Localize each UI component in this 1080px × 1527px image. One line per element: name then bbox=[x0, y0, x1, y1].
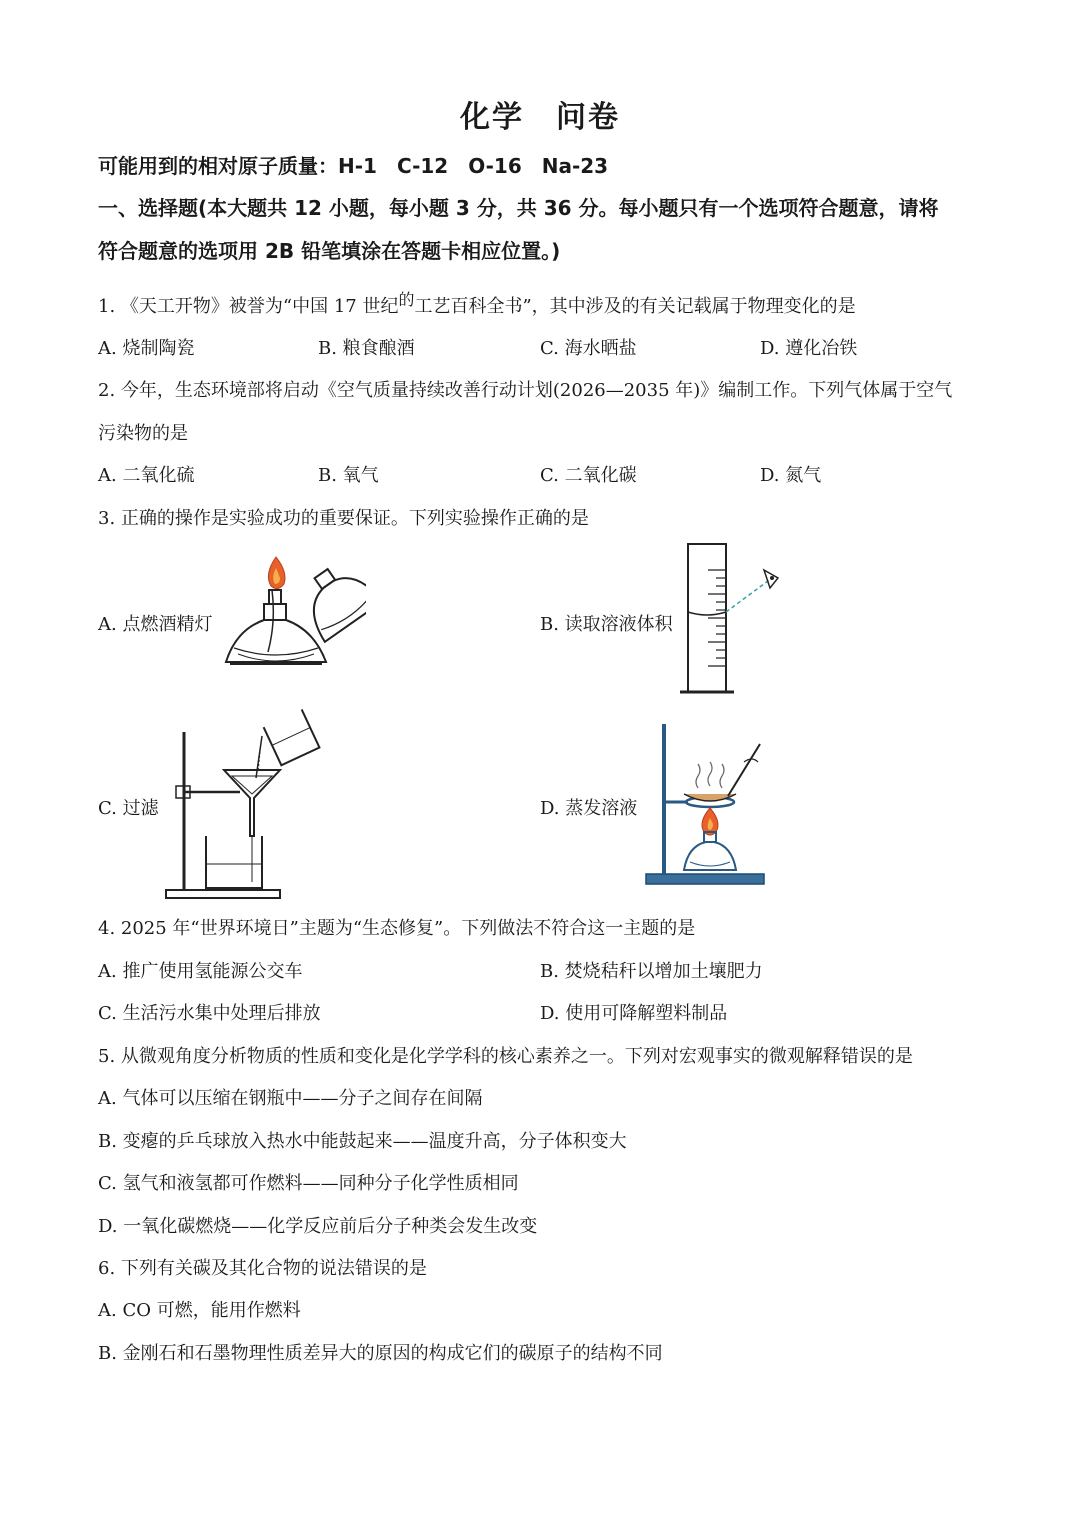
question-2-option-b: B. 氧气 bbox=[318, 465, 379, 486]
question-3-option-a: A. 点燃酒精灯 bbox=[98, 614, 213, 635]
question-4-option-d: D. 使用可降解塑料制品 bbox=[540, 1003, 728, 1024]
question-3-stem: 3. 正确的操作是实验成功的重要保证。下列实验操作正确的是 bbox=[98, 508, 589, 529]
question-3-option-d: D. 蒸发溶液 bbox=[540, 798, 638, 819]
question-1-stem-sup: 的 bbox=[398, 290, 415, 309]
section-heading-line2: 符合题意的选项用 2B 铅笔填涂在答题卡相应位置。) bbox=[98, 239, 561, 263]
question-2-option-d: D. 氮气 bbox=[760, 465, 822, 486]
question-4-option-c: C. 生活污水集中处理后排放 bbox=[98, 1003, 321, 1024]
page-title: 化学 问卷 bbox=[460, 100, 620, 135]
question-2-option-a: A. 二氧化硫 bbox=[98, 465, 195, 486]
question-1-option-d: D. 遵化冶铁 bbox=[760, 338, 858, 359]
question-1-stem bbox=[98, 287, 856, 318]
question-5-option-c: C. 氢气和液氢都可作燃料——同种分子化学性质相同 bbox=[98, 1173, 519, 1194]
section-heading-line1: 一、选择题(本大题共 12 小题，每小题 3 分，共 36 分。每小题只有一个选项符合题意，请将 bbox=[98, 196, 939, 220]
question-6-option-a: A. CO 可燃，能用作燃料 bbox=[98, 1300, 301, 1321]
question-1-option-a: A. 烧制陶瓷 bbox=[98, 338, 195, 359]
question-5-option-a: A. 气体可以压缩在钢瓶中——分子之间存在间隔 bbox=[98, 1088, 483, 1109]
question-3-option-b: B. 读取溶液体积 bbox=[540, 614, 673, 635]
question-5-stem: 5. 从微观角度分析物质的性质和变化是化学学科的核心素养之一。下列对宏观事实的微观解释错误的是 bbox=[98, 1046, 913, 1067]
question-1-option-c: C. 海水晒盐 bbox=[540, 338, 637, 359]
question-6-option-b: B. 金刚石和石墨物理性质差异大的原因的构成它们的碳原子的结构不同 bbox=[98, 1343, 663, 1364]
question-3-option-c: C. 过滤 bbox=[98, 798, 159, 819]
question-5-option-d: D. 一氧化碳燃烧——化学反应前后分子种类会发生改变 bbox=[98, 1216, 538, 1237]
question-2-stem-line2: 污染物的是 bbox=[98, 423, 188, 444]
question-1-stem-part1: 1. 《天工开物》被誉为“中国 17 世纪 bbox=[98, 296, 399, 317]
question-2-stem-line1: 2. 今年，生态环境部将启动《空气质量持续改善行动计划(2026—2035 年)》编制工作。下列气体属于空气 bbox=[98, 380, 953, 401]
reading-graduated-cylinder-figure bbox=[678, 540, 798, 698]
question-1-stem-part2: 工艺百科全书”，其中涉及的有关记载属于物理变化的是 bbox=[414, 296, 856, 317]
question-1-option-b: B. 粮食酿酒 bbox=[318, 338, 415, 359]
question-4-option-b: B. 焚烧秸秆以增加土壤肥力 bbox=[540, 961, 763, 982]
filtration-setup-figure bbox=[162, 706, 322, 904]
question-2-option-c: C. 二氧化碳 bbox=[540, 465, 637, 486]
question-6-stem: 6. 下列有关碳及其化合物的说法错误的是 bbox=[98, 1258, 427, 1279]
atomic-mass-note: 可能用到的相对原子质量：H-1 C-12 O-16 Na-23 bbox=[98, 154, 609, 178]
question-4-option-a: A. 推广使用氢能源公交车 bbox=[98, 961, 303, 982]
evaporation-setup-figure bbox=[644, 718, 768, 890]
question-4-stem: 4. 2025 年“世界环境日”主题为“生态修复”。下列做法不符合这一主题的是 bbox=[98, 918, 696, 939]
lighting-alcohol-lamp-figure bbox=[216, 552, 366, 687]
question-5-option-b: B. 变瘪的乒乓球放入热水中能鼓起来——温度升高，分子体积变大 bbox=[98, 1131, 627, 1152]
